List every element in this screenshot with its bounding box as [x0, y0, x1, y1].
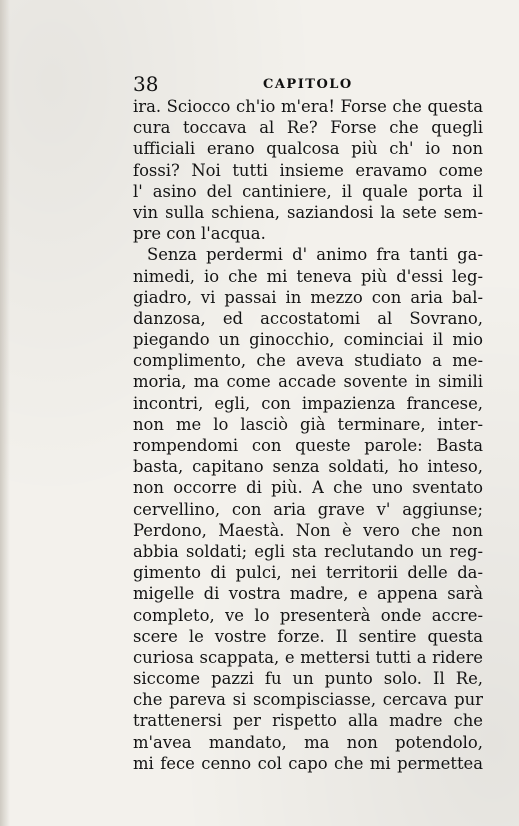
text-line: che pareva si scompisciasse, cercava pur — [133, 690, 483, 710]
text-line: siccome pazzi fu un punto solo. Il Re, — [133, 669, 483, 689]
text-line: rompendomi con queste parole: Basta — [133, 436, 483, 455]
text-line: danzosa, ed accostatomi al Sovrano, — [133, 308, 483, 328]
text-line: ufficiali erano qualcosa più ch' io non — [133, 139, 483, 159]
text-line: curiosa scappata, e mettersi tutti a ridere — [133, 647, 483, 667]
paragraph-start-line: Senza perdermi d' animo fra tanti ga- — [147, 245, 483, 265]
text-line: moria, ma come accade sovente in simili — [133, 372, 483, 392]
text-line: completo, ve lo presenterà onde accre- — [133, 605, 483, 625]
text-line: l' asino del cantiniere, il quale porta il — [133, 181, 483, 201]
text-line: cura toccava al Re? Forse che quegli — [133, 118, 483, 138]
paragraph-end-line: pre con l'acqua. — [133, 224, 266, 244]
text-line: basta, capitano senza soldati, ho inteso, — [133, 457, 483, 477]
text-line: mi fece cenno col capo che mi permettea — [133, 753, 483, 773]
text-line: piegando un ginocchio, cominciai il mio — [133, 330, 483, 350]
body-text — [133, 96, 483, 774]
text-line: vin sulla schiena, saziandosi la sete sem- — [133, 202, 483, 222]
text-line: scere le vostre forze. Il sentire questa — [133, 626, 483, 646]
running-head: CAPITOLO — [263, 77, 353, 92]
text-line: incontri, egli, con impazienza francese, — [133, 393, 483, 413]
text-line: Perdono, Maestà. Non è vero che non — [133, 520, 483, 540]
page-edge-shadow — [0, 0, 10, 826]
text-line: cervellino, con aria grave v' aggiunse; — [133, 499, 483, 519]
text-line: non me lo lasciò già terminare, inter- — [133, 414, 483, 434]
text-line: giadro, vi passai in mezzo con aria bal- — [133, 287, 483, 307]
text-line: complimento, che aveva studiato a me- — [133, 351, 483, 371]
text-line: trattenersi per rispetto alla madre che — [133, 711, 483, 731]
text-line: gimento di pulci, nei territorii delle da- — [133, 563, 483, 583]
text-line: non occorre di più. A che uno sventato — [133, 478, 483, 498]
page-header — [133, 72, 483, 96]
page-number: 38 — [133, 72, 159, 96]
text-line: m'avea mandato, ma non potendolo, — [133, 732, 483, 752]
text-line: ira. Sciocco ch'io m'era! Forse che questa — [133, 97, 483, 116]
text-line: fossi? Noi tutti insieme eravamo come — [133, 160, 483, 180]
text-line: migelle di vostra madre, e appena sarà — [133, 584, 483, 604]
text-line: nimedi, io che mi teneva più d'essi leg- — [133, 266, 483, 286]
text-line: abbia soldati; egli sta reclutando un reg- — [133, 541, 483, 561]
